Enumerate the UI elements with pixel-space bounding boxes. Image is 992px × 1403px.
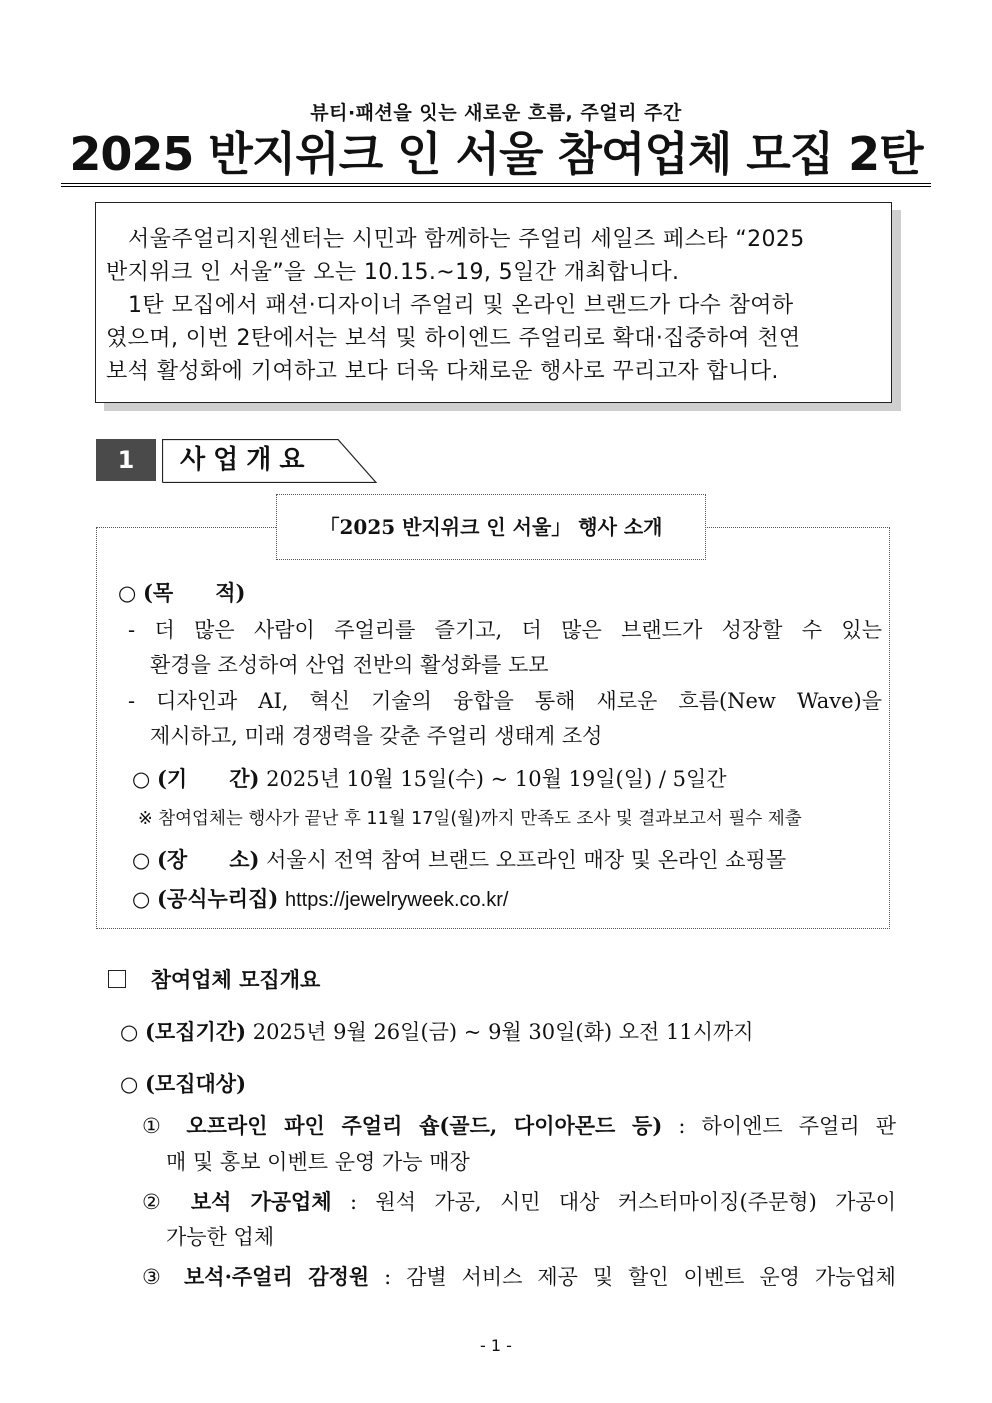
target-1-title: 오프라인 파인 주얼리 숍(골드, 다이아몬드 등)	[186, 1113, 663, 1138]
recruit-period-value: 2025년 9월 26일(금) ~ 9월 30일(화) 오전 11시까지	[252, 1020, 754, 1044]
bullet-circle: ○	[132, 767, 157, 791]
bullet-circle: ○	[118, 581, 143, 605]
summary-box	[95, 202, 892, 403]
bullet-circle: ○	[120, 1020, 145, 1044]
site-row	[132, 881, 508, 918]
period-value: 2025년 10월 15일(수) ~ 10월 19일(일) / 5일간	[266, 767, 727, 791]
section-title-tab	[162, 439, 378, 483]
target-1-number: ①	[142, 1114, 171, 1138]
page-number: - 1 -	[480, 1336, 512, 1355]
purpose-bullet1-line2: 환경을 조성하여 산업 전반의 활성화를 도모	[150, 653, 549, 677]
square-bullet-icon	[108, 970, 126, 988]
summary-p2-line1: 1탄 모집에서 패션·디자이너 주얼리 및 온라인 브랜드가 다수 참여하	[128, 293, 794, 318]
target-2-title: 보석 가공업체	[190, 1189, 332, 1214]
purpose-bullet1-line1: - 더 많은 사람이 주얼리를 즐기고, 더 많은 브랜드가 성장할 수 있는	[128, 618, 882, 642]
target-2-number: ②	[142, 1190, 173, 1214]
recruit-period-row	[120, 1014, 754, 1050]
site-link[interactable]: https://jewelryweek.co.kr/	[285, 889, 509, 911]
bullet-circle: ○	[120, 1072, 145, 1096]
report-note: ※ 참여업체는 행사가 끝난 후 11월 17일(월)까지 만족도 조사 및 결과보고서 필수 제출	[138, 809, 802, 829]
bullet-circle: ○	[132, 887, 157, 911]
summary-p1-line1: 서울주얼리지원센터는 시민과 함께하는 주얼리 세일즈 페스타 “2025	[128, 227, 805, 252]
target-3-number: ③	[142, 1265, 170, 1289]
page-title-wrap	[0, 128, 992, 187]
target-1-desc-line2: 매 및 홍보 이벤트 운영 가능 매장	[166, 1150, 470, 1174]
period-label: (기 간)	[157, 766, 260, 791]
purpose-row	[118, 575, 245, 611]
place-row	[132, 842, 786, 878]
recruit-heading-row	[108, 962, 320, 998]
site-label: (공식누리집)	[157, 886, 279, 911]
summary-p2-line3: 보석 활성화에 기여하고 보다 더욱 다채로운 행사로 꾸리고자 합니다.	[106, 359, 779, 384]
target-2-desc-line2: 가능한 업체	[166, 1225, 275, 1249]
purpose-label: (목 적)	[143, 580, 246, 605]
recruit-target-row	[120, 1066, 246, 1102]
period-row	[132, 761, 727, 797]
recruit-heading: 참여업체 모집개요	[150, 967, 321, 992]
section-title: 사업개요	[180, 445, 313, 475]
target-item-1	[142, 1108, 896, 1144]
place-label: (장 소)	[157, 847, 260, 872]
target-2-desc: : 원석 가공, 시민 대상 커스터마이징(주문형) 가공이	[349, 1190, 896, 1214]
purpose-bullet2-line1: - 디자인과 AI, 혁신 기술의 융합을 통해 새로운 흐름(New Wave)을	[128, 689, 882, 713]
bullet-circle: ○	[132, 848, 157, 872]
page-title: 2025 반지위크 인 서울 참여업체 모집 2탄	[61, 128, 930, 187]
purpose-bullet2-line2: 제시하고, 미래 경쟁력을 갖춘 주얼리 생태계 조성	[150, 724, 603, 748]
page-subtitle: 뷰티·패션을 잇는 새로운 흐름, 주얼리 주간	[310, 102, 682, 124]
recruit-target-label: (모집대상)	[145, 1071, 247, 1096]
target-3-desc: : 감별 서비스 제공 및 할인 이벤트 운영 가능업체	[384, 1265, 896, 1289]
summary-p2-line2: 였으며, 이번 2탄에서는 보석 및 하이엔드 주얼리로 확대·집중하여 천연	[106, 326, 801, 351]
place-value: 서울시 전역 참여 브랜드 오프라인 매장 및 온라인 쇼핑몰	[266, 848, 787, 872]
target-3-title: 보석·주얼리 감정원	[184, 1264, 370, 1289]
event-intro-label: 「2025 반지위크 인 서울」 행사 소개	[276, 494, 706, 560]
section-number: 1	[96, 439, 156, 481]
target-item-3	[142, 1259, 896, 1295]
summary-p1-line2: 반지위크 인 서울”을 오는 10.15.~19, 5일간 개최합니다.	[106, 260, 680, 285]
target-item-2	[142, 1184, 896, 1220]
recruit-period-label: (모집기간)	[145, 1019, 247, 1044]
target-1-desc: : 하이엔드 주얼리 판	[678, 1114, 896, 1138]
